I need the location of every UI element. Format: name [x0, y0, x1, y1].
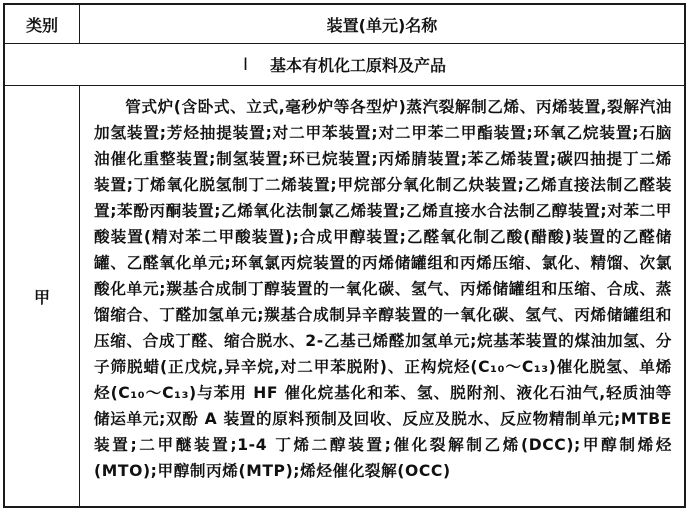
section-title	[5, 44, 684, 85]
section-number: Ⅰ	[242, 54, 248, 74]
unit-list-cell: 管式炉(含卧式、立式,毫秒炉等各型炉)蒸汽裂解制乙烯、丙烯装置,裂解汽油加氢装置;芳烃抽提装置;对二甲苯装置;对二甲苯二甲酯装置;环氧乙烷装置;石脑油催化重整装置;制氢装置;环已烷装置;丙烯腈装置;苯乙烯装置;碳四抽提丁二烯装置;丁烯氧化脱氢制丁二烯装置;甲烷部分氧化制乙炔装置;乙烯直接法制乙醛装置;苯酚丙酮装置;乙烯氧化法制氯乙烯装置;乙烯直接水合法制乙醇装置;对苯二甲酸装置(精对苯二甲酸装置);合成甲醇装置;乙醛氧化制乙酸(醋酸)装置的乙醛储罐、乙醛氧化单元;环氧氯丙烷装置的丙烯储罐组和丙烯压缩、氯化、精馏、次氯酸化单元;羰基合成制丁醇装置的一氧化碳、氢气、丙烯储罐组和压缩、合成、蒸馏缩合、丁醛加氢单元;羰基合成制异辛醇装置的一氧化碳、氢气、丙烯储罐组和压缩、合成丁醛、缩合脱水、2-乙基己烯醛加氢单元;烷基苯装置的煤油加氢、分子筛脱蜡(正戊烷,异辛烷,对二甲苯脱附)、正构烷烃(C₁₀～C₁₃)催化脱氢、单烯烃(C₁₀～C₁₃)与苯用 HF 催化烷基化和苯、氢、脱附剂、液化石油气,轻质油等储运单元;双酚 A 装置的原料预制及回收、反应及脱水、反应物精制单元;MTBE 装置;二甲醚装置;1-4 丁烯二醇装置;催化裂解制乙烯(DCC);甲醇制烯烃(MTO);甲醇制丙烯(MTP);烯烃催化裂解(OCC)	[94, 98, 672, 480]
section-title-text: 基本有机化工原料及产品	[270, 56, 447, 75]
hazard-classification-table	[3, 3, 686, 508]
category-header: 类别	[5, 5, 80, 43]
section-row	[5, 44, 684, 86]
category-cell: 甲	[5, 86, 80, 506]
unit-name-header: 装置(单元)名称	[326, 15, 438, 35]
table-row	[5, 86, 684, 506]
table-header-row	[5, 5, 684, 44]
